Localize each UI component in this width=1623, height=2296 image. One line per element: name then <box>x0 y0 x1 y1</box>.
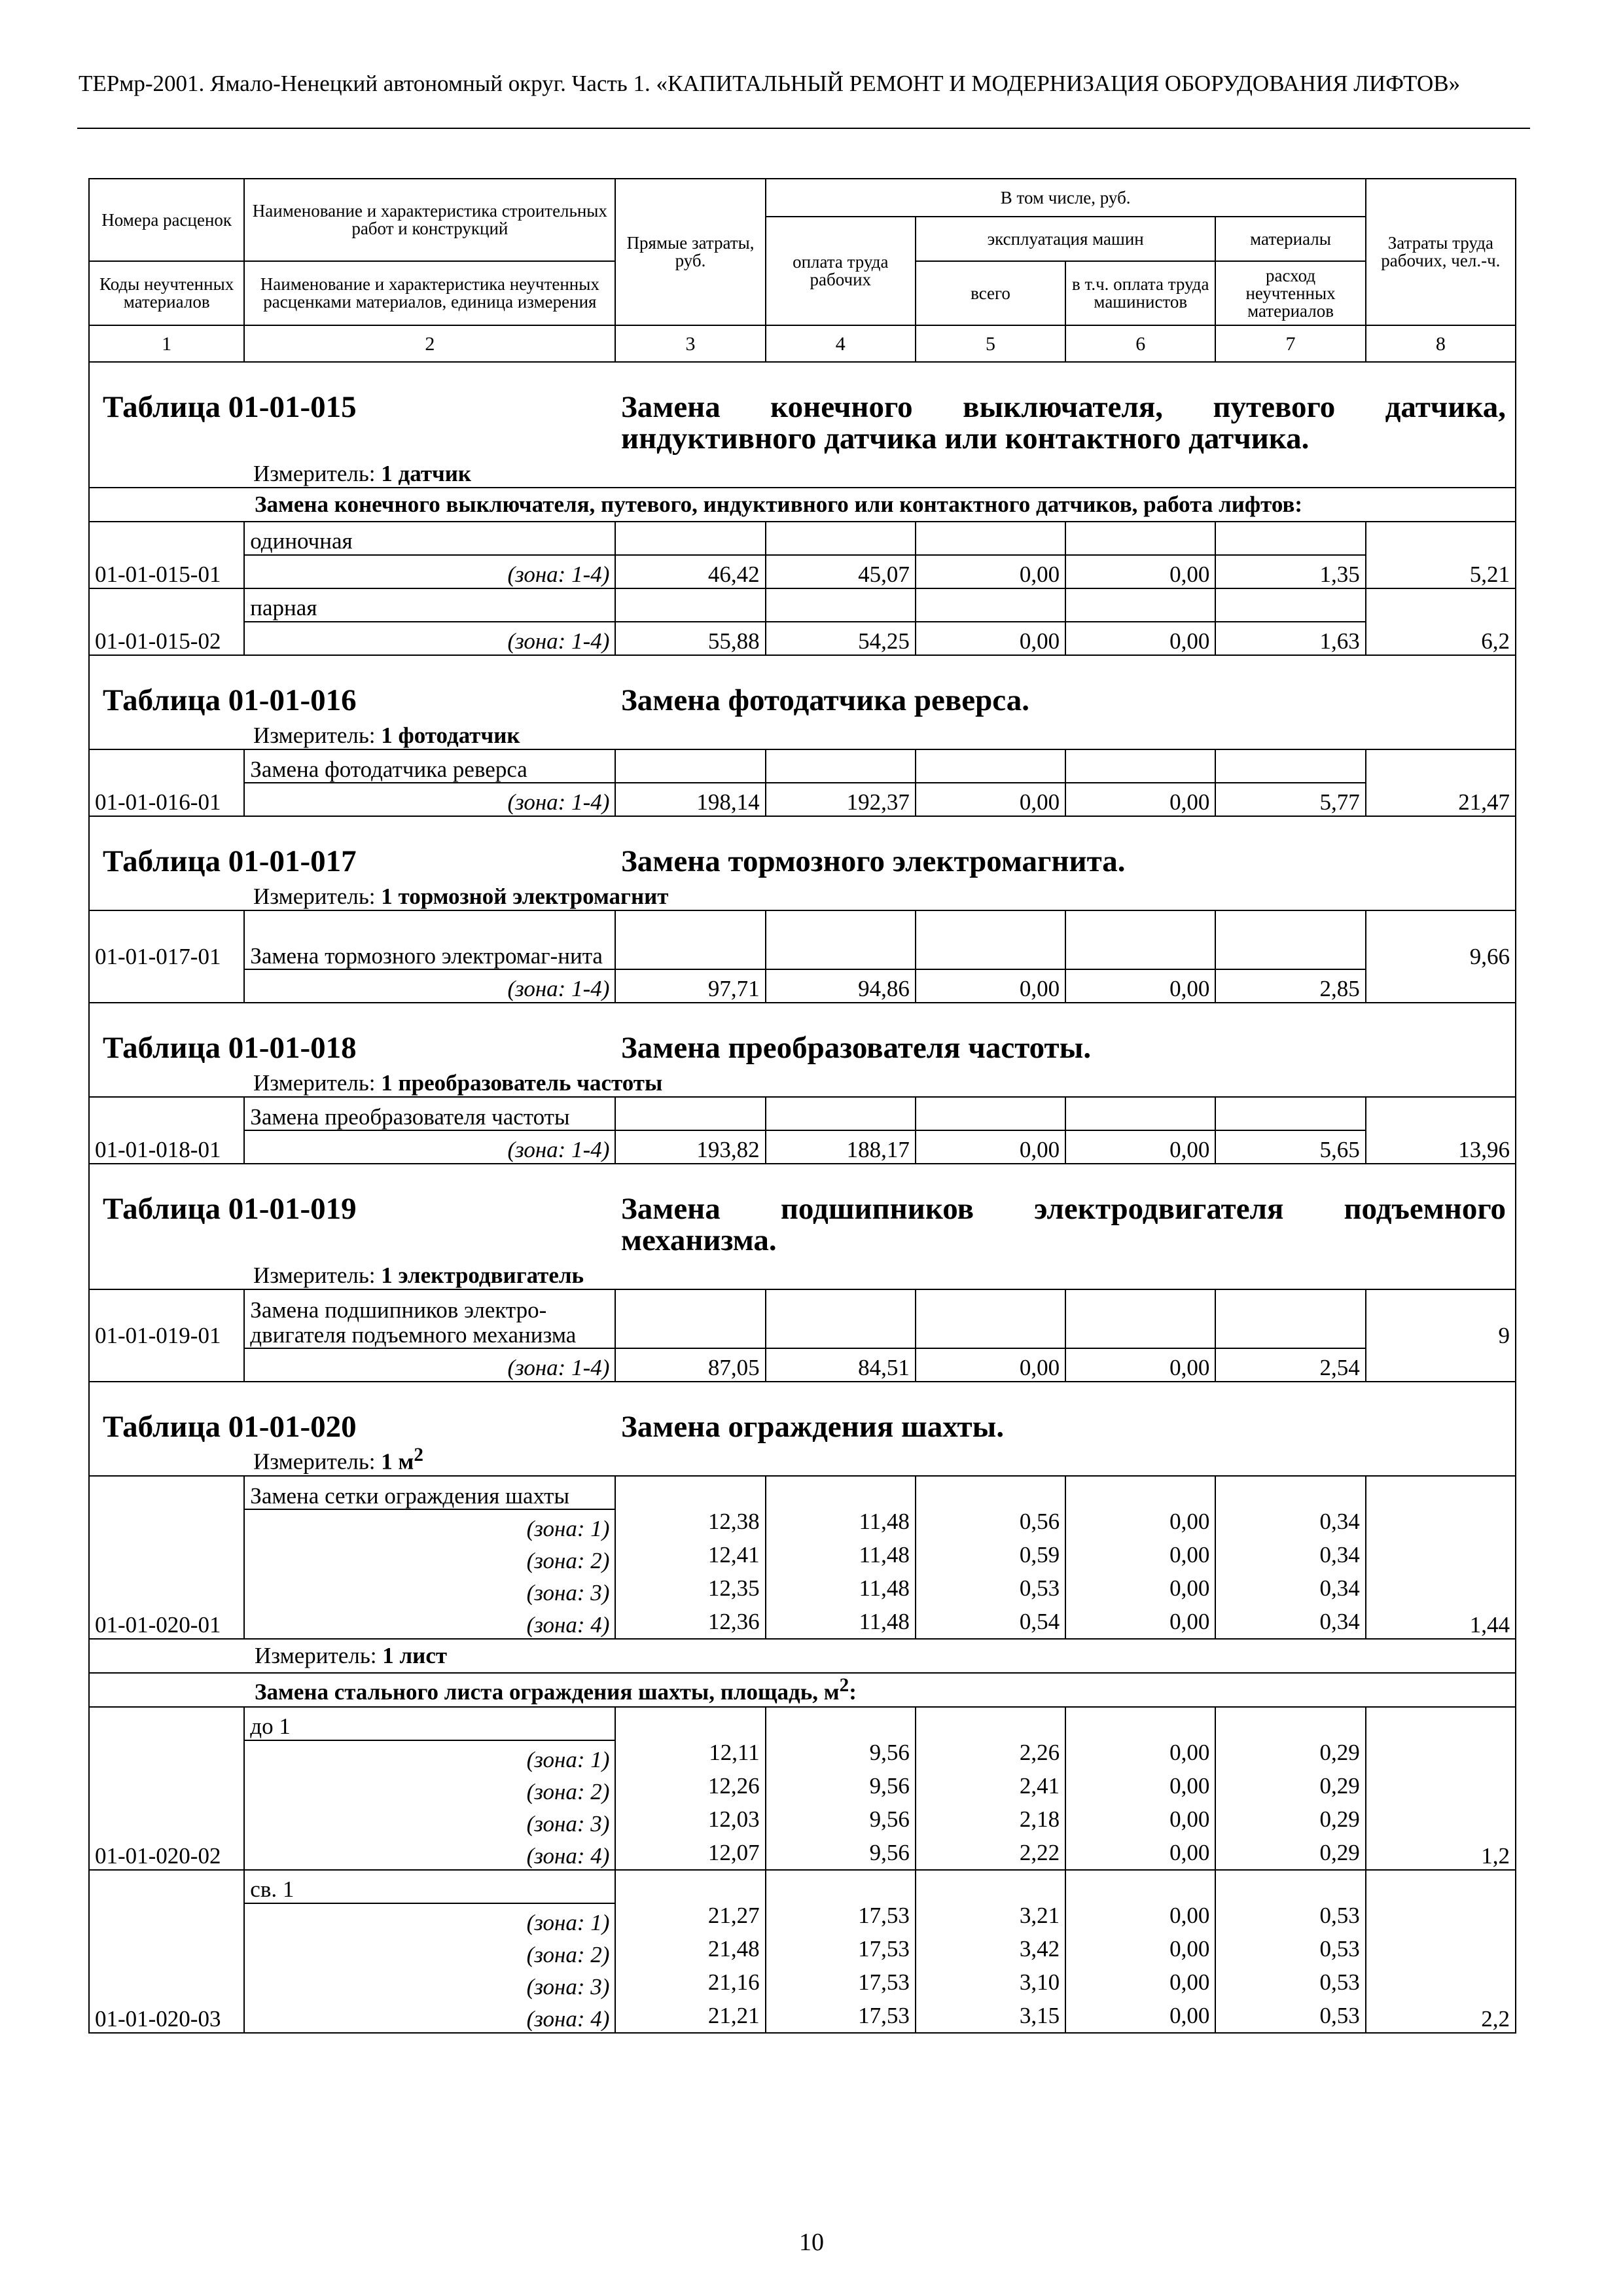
zone-label: (зона: 4) <box>244 1837 615 1870</box>
operator-pay: 0,00 <box>1065 969 1215 1003</box>
labor-hours: 21,47 <box>1366 749 1516 816</box>
labor-hours: 9,66 <box>1366 910 1516 1003</box>
machine-total: 0,59 <box>1019 1542 1060 1568</box>
labor-pay: 11,48 <box>859 1609 910 1634</box>
operator-pay: 0,00 <box>1169 1936 1210 1962</box>
labor-pay: 17,53 <box>858 1903 910 1928</box>
measure-value: 1 лист <box>382 1643 448 1668</box>
operator-pay-zones <box>1065 1476 1215 1639</box>
labor-pay: 188,17 <box>766 1130 916 1164</box>
section-title: Замена фотодатчика реверса. <box>621 683 1029 717</box>
page-number: 10 <box>799 2229 824 2256</box>
zone-label: (зона: 1-4) <box>244 969 615 1003</box>
labor-pay: 11,48 <box>859 1542 910 1568</box>
measure-label: Измеритель: <box>253 1263 376 1288</box>
measure-line <box>89 454 1516 488</box>
measure-value: 1 электродвигатель <box>381 1263 584 1288</box>
rate-code: 01-01-015-01 <box>89 522 244 588</box>
measure-label: Измеритель: <box>253 884 376 909</box>
measure-label: Измеритель: <box>253 723 376 748</box>
materials-cost: 0,34 <box>1319 1542 1360 1568</box>
section-heading <box>89 362 1516 454</box>
section-title: Замена ограждения шахты. <box>621 1410 1005 1444</box>
measure-label: Измеритель: <box>253 1449 376 1475</box>
operator-pay: 0,00 <box>1065 1130 1215 1164</box>
labor-pay: 45,07 <box>766 555 916 588</box>
operator-pay-zones <box>1065 1870 1215 2033</box>
col-head-machine-total: всего <box>916 261 1065 325</box>
section-title: Замена преобразователя частоты. <box>621 1031 1092 1065</box>
materials-cost-zones <box>1215 1707 1365 1870</box>
machine-total: 2,22 <box>1019 1840 1060 1865</box>
rate-code: 01-01-016-01 <box>89 749 244 816</box>
labor-pay: 192,37 <box>766 783 916 816</box>
materials-cost: 0,53 <box>1319 1969 1360 1995</box>
materials-cost: 2,85 <box>1215 969 1365 1003</box>
zone-label: (зона: 4) <box>244 1606 615 1639</box>
materials-cost: 0,34 <box>1319 1575 1360 1601</box>
machine-total: 0,00 <box>916 1348 1065 1382</box>
direct-cost: 12,38 <box>707 1509 760 1534</box>
operator-pay: 0,00 <box>1065 555 1215 588</box>
zone-label: (зона: 2) <box>244 1542 615 1574</box>
col-head-direct-costs: Прямые затраты, руб. <box>615 179 765 325</box>
direct-cost: 46,42 <box>615 555 765 588</box>
operator-pay: 0,00 <box>1169 1840 1210 1865</box>
subheading <box>89 1673 1516 1707</box>
measure-label: Измеритель: <box>253 1070 376 1096</box>
machine-total: 0,00 <box>916 622 1065 655</box>
zone-label: (зона: 1-4) <box>244 622 615 655</box>
operator-pay: 0,00 <box>1169 2003 1210 2028</box>
subheading-superscript: 2 <box>839 1674 849 1696</box>
col-head-labor-pay: оплата труда рабочих <box>766 217 916 325</box>
direct-cost: 21,48 <box>707 1936 760 1962</box>
section-id: Таблица 01-01-018 <box>103 1031 357 1065</box>
col-number: 7 <box>1215 325 1365 362</box>
col-number: 3 <box>615 325 765 362</box>
rate-name: св. 1 <box>244 1870 615 1903</box>
operator-pay: 0,00 <box>1169 1740 1210 1765</box>
machine-total: 3,10 <box>1019 1969 1060 1995</box>
zone-label: (зона: 3) <box>244 1968 615 2000</box>
labor-hours: 13,96 <box>1366 1097 1516 1164</box>
direct-cost-zones <box>615 1707 765 1870</box>
zone-label: (зона: 4) <box>244 2000 615 2033</box>
machine-total: 2,26 <box>1019 1740 1060 1765</box>
materials-cost: 0,29 <box>1319 1840 1360 1865</box>
machine-total: 2,18 <box>1019 1806 1060 1832</box>
col-head-machine-operation: эксплуатация машин <box>916 217 1216 261</box>
col-number: 4 <box>766 325 916 362</box>
materials-cost: 5,65 <box>1215 1130 1365 1164</box>
machine-total: 0,54 <box>1019 1609 1060 1634</box>
col-number: 2 <box>244 325 615 362</box>
machine-total: 0,00 <box>916 969 1065 1003</box>
labor-pay-zones <box>766 1870 916 2033</box>
materials-cost: 0,29 <box>1319 1740 1360 1765</box>
machine-total-zones <box>916 1707 1065 1870</box>
measure-line <box>89 1443 1516 1476</box>
rate-name: до 1 <box>244 1707 615 1740</box>
labor-pay: 11,48 <box>859 1575 910 1601</box>
materials-cost-zones <box>1215 1476 1365 1639</box>
direct-cost: 87,05 <box>615 1348 765 1382</box>
measure-line <box>89 1256 1516 1289</box>
direct-cost: 12,36 <box>707 1609 760 1634</box>
operator-pay: 0,00 <box>1169 1575 1210 1601</box>
zone-label: (зона: 1-4) <box>244 1348 615 1382</box>
direct-cost: 97,71 <box>615 969 765 1003</box>
zone-label: (зона: 2) <box>244 1936 615 1968</box>
labor-hours: 5,21 <box>1366 522 1516 588</box>
operator-pay: 0,00 <box>1169 1806 1210 1832</box>
labor-pay: 84,51 <box>766 1348 916 1382</box>
labor-hours: 6,2 <box>1366 588 1516 655</box>
materials-cost: 0,53 <box>1319 1936 1360 1962</box>
direct-cost: 21,21 <box>707 2003 760 2028</box>
machine-total: 0,00 <box>916 555 1065 588</box>
direct-cost: 12,03 <box>707 1806 760 1832</box>
labor-pay-zones <box>766 1707 916 1870</box>
rate-name: Замена тормозного электромаг-нита <box>244 910 615 969</box>
section-title: Замена тормозного электромагнита. <box>621 844 1126 878</box>
labor-hours: 1,44 <box>1366 1476 1516 1639</box>
labor-pay: 94,86 <box>766 969 916 1003</box>
labor-pay: 9,56 <box>869 1806 910 1832</box>
labor-pay: 54,25 <box>766 622 916 655</box>
materials-cost: 0,29 <box>1319 1773 1360 1799</box>
measure-line <box>89 1064 1516 1097</box>
labor-pay-zones <box>766 1476 916 1639</box>
direct-cost: 12,35 <box>707 1575 760 1601</box>
section-heading <box>89 1003 1516 1064</box>
col-head-rate-numbers: Номера расценок <box>89 179 244 261</box>
labor-pay: 17,53 <box>858 1936 910 1962</box>
materials-cost: 0,53 <box>1319 1903 1360 1928</box>
direct-cost-zones <box>615 1476 765 1639</box>
rates-table <box>88 178 1516 2034</box>
direct-cost: 12,11 <box>709 1740 760 1765</box>
zone-label: (зона: 3) <box>244 1574 615 1606</box>
operator-pay: 0,00 <box>1169 1609 1210 1634</box>
col-number: 6 <box>1065 325 1215 362</box>
materials-cost: 5,77 <box>1215 783 1365 816</box>
machine-total: 0,00 <box>916 1130 1065 1164</box>
operator-pay: 0,00 <box>1169 1969 1210 1995</box>
rate-code: 01-01-020-03 <box>89 1870 244 2033</box>
rate-code: 01-01-018-01 <box>89 1097 244 1164</box>
col-head-including: В том числе, руб. <box>766 179 1366 217</box>
labor-hours: 9 <box>1366 1289 1516 1382</box>
col-head-materials: материалы <box>1215 217 1365 261</box>
machine-total: 3,15 <box>1019 2003 1060 2028</box>
document-header: ТЕРмр-2001. Ямало-Ненецкий автономный округ. Часть 1. «КАПИТАЛЬНЫЙ РЕМОНТ И МОДЕРНИЗАЦИЯ ОБОРУДОВАНИЯ ЛИФТОВ» <box>79 71 1461 96</box>
materials-cost: 1,35 <box>1215 555 1365 588</box>
measure-value: 1 тормозной электромагнит <box>381 884 669 909</box>
labor-pay: 17,53 <box>858 2003 910 2028</box>
measure-line <box>89 1639 1516 1673</box>
measure-superscript: 2 <box>414 1444 423 1466</box>
col-head-work-name: Наименование и характеристика строительных работ и конструкций <box>244 179 615 261</box>
zone-label: (зона: 1-4) <box>244 1130 615 1164</box>
measure-value: 1 преобразователь частоты <box>381 1070 663 1096</box>
operator-pay-zones <box>1065 1707 1215 1870</box>
operator-pay: 0,00 <box>1169 1542 1210 1568</box>
rate-name: Замена фотодатчика реверса <box>244 749 615 783</box>
labor-pay: 11,48 <box>859 1509 910 1534</box>
zone-label: (зона: 1) <box>244 1509 615 1542</box>
labor-pay: 9,56 <box>869 1773 910 1799</box>
operator-pay: 0,00 <box>1065 622 1215 655</box>
rate-code: 01-01-015-02 <box>89 588 244 655</box>
direct-cost: 55,88 <box>615 622 765 655</box>
measure-value: 1 датчик <box>381 461 472 486</box>
materials-cost: 0,29 <box>1319 1806 1360 1832</box>
rate-code: 01-01-020-01 <box>89 1476 244 1639</box>
machine-total: 0,53 <box>1019 1575 1060 1601</box>
operator-pay: 0,00 <box>1169 1903 1210 1928</box>
col-head-labor-hours: Затраты труда рабочих, чел.-ч. <box>1366 179 1516 325</box>
direct-cost: 12,07 <box>707 1840 760 1865</box>
zone-label: (зона: 1-4) <box>244 555 615 588</box>
operator-pay: 0,00 <box>1169 1509 1210 1534</box>
section-id: Таблица 01-01-020 <box>103 1410 357 1444</box>
labor-hours: 2,2 <box>1366 1870 1516 2033</box>
labor-pay: 9,56 <box>869 1740 910 1765</box>
zone-label: (зона: 3) <box>244 1805 615 1837</box>
measure-line <box>89 877 1516 910</box>
machine-total-zones <box>916 1870 1065 2033</box>
subheading: Замена конечного выключателя, путевого, индуктивного или контактного датчиков, работа лифтов: <box>89 488 1516 522</box>
materials-cost-zones <box>1215 1870 1365 2033</box>
materials-cost: 0,34 <box>1319 1609 1360 1634</box>
labor-hours: 1,2 <box>1366 1707 1516 1870</box>
rate-name: Замена сетки ограждения шахты <box>244 1476 615 1509</box>
materials-cost: 2,54 <box>1215 1348 1365 1382</box>
machine-total: 3,21 <box>1019 1903 1060 1928</box>
direct-cost: 21,27 <box>707 1903 760 1928</box>
rate-code: 01-01-020-02 <box>89 1707 244 1870</box>
col-head-material-codes: Коды неучтенных материалов <box>89 261 244 325</box>
section-heading <box>89 655 1516 716</box>
section-id: Таблица 01-01-016 <box>103 683 357 717</box>
operator-pay: 0,00 <box>1065 1348 1215 1382</box>
section-id: Таблица 01-01-017 <box>103 844 357 878</box>
direct-cost: 198,14 <box>615 783 765 816</box>
zone-label: (зона: 1) <box>244 1740 615 1773</box>
machine-total: 0,00 <box>916 783 1065 816</box>
labor-pay: 17,53 <box>858 1969 910 1995</box>
col-number: 8 <box>1366 325 1516 362</box>
direct-cost-zones <box>615 1870 765 2033</box>
direct-cost: 12,26 <box>707 1773 760 1799</box>
machine-total: 3,42 <box>1019 1936 1060 1962</box>
measure-value: 1 м <box>381 1449 414 1475</box>
section-heading <box>89 1382 1516 1443</box>
col-head-material-names: Наименование и характеристика неучтенных расценками материалов, единица измерения <box>244 261 615 325</box>
materials-cost: 0,53 <box>1319 2003 1360 2028</box>
zone-label: (зона: 2) <box>244 1773 615 1805</box>
measure-value: 1 фотодатчик <box>381 723 520 748</box>
col-head-operator-pay: в т.ч. оплата труда машинистов <box>1065 261 1215 325</box>
operator-pay: 0,00 <box>1169 1773 1210 1799</box>
header-rule <box>77 128 1530 129</box>
labor-pay: 9,56 <box>869 1840 910 1865</box>
materials-cost: 1,63 <box>1215 622 1365 655</box>
machine-total: 0,56 <box>1019 1509 1060 1534</box>
rate-name: Замена преобразователя частоты <box>244 1097 615 1130</box>
rate-code: 01-01-017-01 <box>89 910 244 1003</box>
section-heading <box>89 816 1516 877</box>
operator-pay: 0,00 <box>1065 783 1215 816</box>
machine-total-zones <box>916 1476 1065 1639</box>
measure-label: Измеритель: <box>255 1643 377 1668</box>
subheading-colon: : <box>849 1679 857 1705</box>
col-head-material-consumption: расход неучтенных материалов <box>1215 261 1365 325</box>
section-id: Таблица 01-01-019 <box>103 1192 357 1226</box>
rate-name: одиночная <box>244 522 615 555</box>
rate-name: Замена подшипников электро-двигателя подъемного механизма <box>244 1289 615 1348</box>
section-title: Замена подшипников электродвигателя подъемного механизма. <box>621 1192 1506 1257</box>
machine-total: 2,41 <box>1019 1773 1060 1799</box>
direct-cost: 12,41 <box>707 1542 760 1568</box>
measure-line <box>89 716 1516 749</box>
rate-code: 01-01-019-01 <box>89 1289 244 1382</box>
section-id: Таблица 01-01-015 <box>103 390 357 424</box>
zone-label: (зона: 1-4) <box>244 783 615 816</box>
col-number: 5 <box>916 325 1065 362</box>
direct-cost: 193,82 <box>615 1130 765 1164</box>
section-heading <box>89 1164 1516 1256</box>
rate-name: парная <box>244 588 615 622</box>
subheading-text: Замена стального листа ограждения шахты, площадь, м <box>255 1679 840 1705</box>
measure-label: Измеритель: <box>253 461 376 486</box>
col-number: 1 <box>89 325 244 362</box>
section-title: Замена конечного выключателя, путевого датчика, индуктивного датчика или контактного датчика. <box>621 390 1506 456</box>
materials-cost: 0,34 <box>1319 1509 1360 1534</box>
direct-cost: 21,16 <box>707 1969 760 1995</box>
zone-label: (зона: 1) <box>244 1903 615 1936</box>
